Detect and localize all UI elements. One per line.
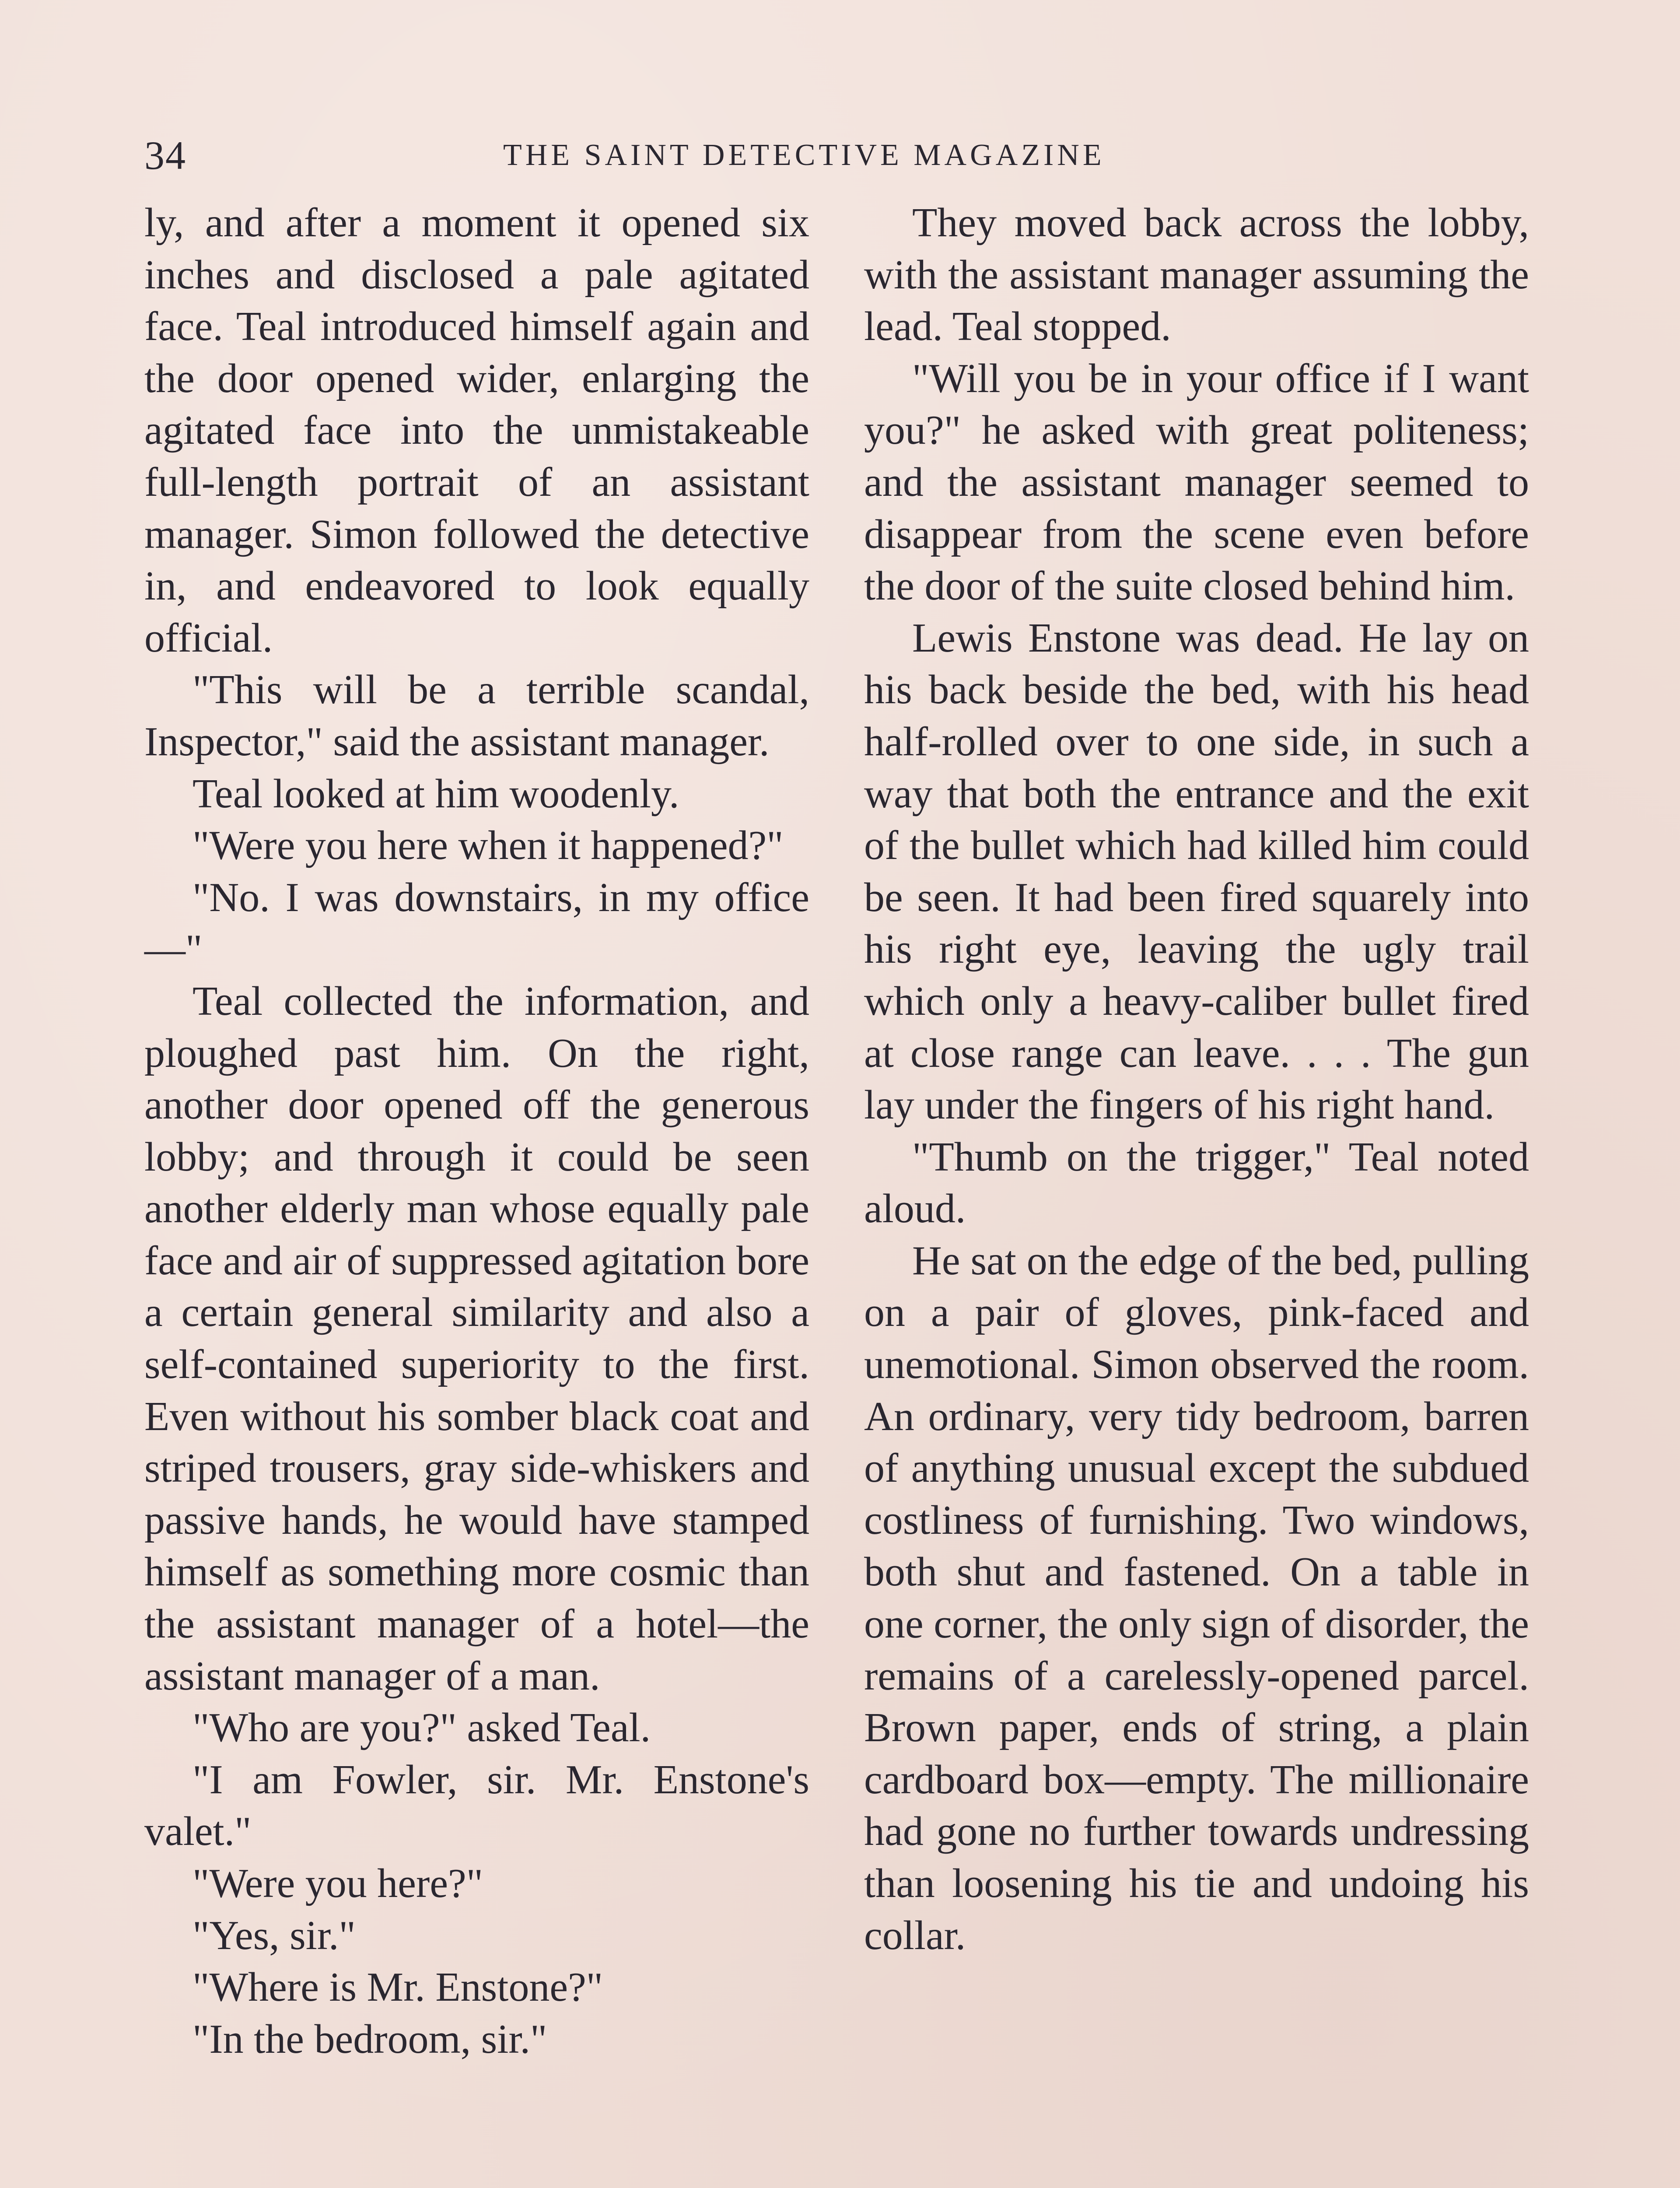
paragraph: They moved back across the lobby, with the assistant manager assuming the lead. Teal stopped. bbox=[864, 200, 1529, 350]
paragraph: Lewis Enstone was dead. He lay on his back beside the bed, with his head half-rolled over to one side, in such a way that both the entrance and the exit of the bullet which had killed him could be seen. It had been fired squarely into his right eye, leaving the ugly trail which only a heavy-caliber bullet fired at close range can leave. . . . The gun lay under the fingers of his right hand. bbox=[864, 615, 1529, 1128]
paragraph: "In the bedroom, sir." bbox=[192, 2016, 547, 2062]
left-text-column bbox=[144, 197, 809, 2065]
page-number: 34 bbox=[144, 133, 186, 178]
paragraph: He sat on the edge of the bed, pulling on a pair of gloves, pink-faced and unemotional. Simon observed the room. An ordinary, very tidy bedroom, barren of anything unusual except the subdued costliness of furnishing. Two windows, both shut and fastened. On a table in one corner, the only sign of disorder, the remains of a carelessly-opened parcel. Brown paper, ends of string, a plain cardboard box—empty. The millionaire had gone no further towards undressing than loosening his tie and undoing his collar. bbox=[864, 1238, 1529, 1958]
right-text-column bbox=[864, 197, 1529, 1961]
paragraph: Teal looked at him woodenly. bbox=[192, 771, 679, 817]
paragraph: "Where is Mr. Enstone?" bbox=[192, 1964, 603, 2010]
running-head: THE SAINT DETECTIVE MAGAZINE bbox=[503, 138, 1105, 172]
paragraph: "This will be a terrible scandal, Inspector," said the assistant manager. bbox=[144, 667, 809, 764]
paragraph: "Will you be in your office if I want you?" he asked with great politeness; and the assistant manager seemed to disappear from the scene even before the door of the suite closed behind him. bbox=[864, 355, 1529, 609]
paragraph: "No. I was downstairs, in my office—" bbox=[144, 874, 809, 972]
paragraph: Teal collected the information, and ploughed past him. On the right, another door opened off the generous lobby; and through it could be seen another elderly man whose equally pale face and air of suppressed agitation bore a certain general similarity and also a self-contained superiority to the first. Even without his somber black coat and striped trousers, gray side-whiskers and passive hands, he would have stamped himself as something more cosmic than the assistant manager of a hotel—the assistant manager of a man. bbox=[144, 978, 809, 1699]
paragraph: "Thumb on the trigger," Teal noted aloud. bbox=[864, 1134, 1529, 1232]
paragraph: "Who are you?" asked Teal. bbox=[192, 1705, 651, 1751]
paragraph: "Yes, sir." bbox=[192, 1912, 356, 1958]
paragraph: ly, and after a moment it opened six inches and disclosed a pale agitated face. Teal introduced himself again and the door opened wider, enlarging the agitated face into the unmistakeable full-length portrait of an assistant manager. Simon followed the detective in, and endeavored to look equally official. bbox=[144, 200, 809, 661]
page-header bbox=[144, 131, 1536, 179]
paragraph: "I am Fowler, sir. Mr. Enstone's valet." bbox=[144, 1757, 809, 1855]
paragraph: "Were you here when it happened?" bbox=[192, 823, 784, 869]
paragraph: "Were you here?" bbox=[192, 1861, 483, 1906]
